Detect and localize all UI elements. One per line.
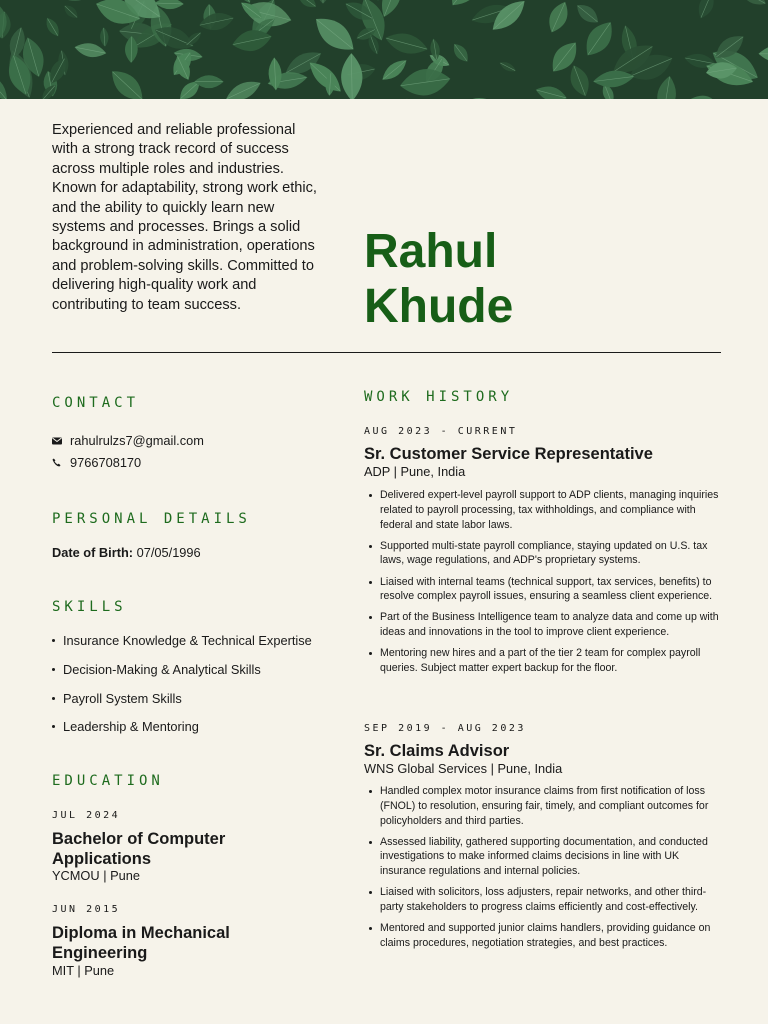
leaves-illustration bbox=[0, 0, 768, 99]
responsibility-item: Liaised with internal teams (technical support, tax services, benefits) to resolve complex payroll issues, ensuring a seamless client experience. bbox=[364, 575, 724, 605]
responsibility-item: Handled complex motor insurance claims from first notification of loss (FNOL) to resolution, ensuring fair, timely, and compliant outcomes for policyholders and third parties. bbox=[364, 784, 724, 828]
contact-email-row bbox=[52, 433, 204, 448]
job-title: Sr. Customer Service Representative bbox=[364, 445, 653, 463]
job-company: ADP | Pune, India bbox=[364, 464, 466, 479]
dob-label: Date of Birth: bbox=[52, 545, 134, 560]
job-date: SEP 2019 - AUG 2023 bbox=[364, 723, 526, 734]
education-heading: EDUCATION bbox=[52, 773, 164, 789]
degree-title: Bachelor of Computer Applications bbox=[52, 830, 226, 868]
leaf-banner-image bbox=[0, 0, 768, 99]
job-title: Sr. Claims Advisor bbox=[364, 742, 510, 760]
work-history-heading: WORK HISTORY bbox=[364, 389, 514, 405]
contact-heading: CONTACT bbox=[52, 395, 140, 411]
job-responsibilities bbox=[364, 488, 724, 682]
contact-phone-row bbox=[52, 455, 141, 470]
candidate-name bbox=[364, 224, 744, 334]
skill-item: Insurance Knowledge & Technical Expertise bbox=[52, 633, 312, 662]
phone-icon bbox=[52, 455, 62, 470]
school-name: MIT | Pune bbox=[52, 963, 115, 978]
responsibility-item: Delivered expert-level payroll support to ADP clients, managing inquiries related to payroll processing, tax withholdings, and compliance with federal and state labor laws. bbox=[364, 488, 724, 532]
job-date: AUG 2023 - CURRENT bbox=[364, 426, 518, 437]
responsibility-item: Part of the Business Intelligence team to analyze data and come up with ideas and innovations in the tool to improve client experience. bbox=[364, 610, 724, 640]
skill-item: Leadership & Mentoring bbox=[52, 719, 312, 748]
last-name: Khude bbox=[364, 280, 514, 333]
education-date: JUN 2015 bbox=[52, 904, 121, 915]
responsibility-item: Mentored and supported junior claims handlers, providing guidance on claims procedures, negotiation strategies, and best practices. bbox=[364, 921, 724, 951]
skill-item: Decision-Making & Analytical Skills bbox=[52, 662, 312, 691]
job-company: WNS Global Services | Pune, India bbox=[364, 761, 563, 776]
job-responsibilities bbox=[364, 784, 724, 957]
dob-value: 07/05/1996 bbox=[136, 545, 201, 560]
first-name: Rahul bbox=[364, 225, 498, 278]
skills-heading: SKILLS bbox=[52, 599, 127, 615]
school-name: YCMOU | Pune bbox=[52, 868, 140, 883]
date-of-birth bbox=[52, 545, 201, 560]
degree-title: Diploma in Mechanical Engineering bbox=[52, 924, 230, 962]
skills-list bbox=[52, 633, 312, 748]
education-date: JUL 2024 bbox=[52, 810, 121, 821]
responsibility-item: Liaised with solicitors, loss adjusters, repair networks, and other third-party stakeholders to progress claims efficiently and cost-effectively. bbox=[364, 885, 724, 915]
professional-summary: Experienced and reliable professional with a strong track record of success across multiple roles and industries. Known for adaptability, strong work ethic, and the ability to quickly learn new systems and processes. Brings a solid background in administration, operations and problem-solving skills. Committed to delivering high-quality work and contributing to team success. bbox=[52, 122, 317, 313]
responsibility-item: Supported multi-state payroll compliance, staying updated on U.S. tax laws, wage regulations, and ADP's proprietary systems. bbox=[364, 539, 724, 569]
responsibility-item: Assessed liability, gathered supporting documentation, and conducted investigations to make informed claims decisions in line with UK insurance regulations and internal policies. bbox=[364, 835, 724, 879]
responsibility-item: Mentoring new hires and a part of the tier 2 team for complex payroll queries. Subject matter expert backup for the floor. bbox=[364, 646, 724, 676]
envelope-icon bbox=[52, 433, 62, 448]
phone-number: 9766708170 bbox=[70, 455, 142, 470]
personal-details-heading: PERSONAL DETAILS bbox=[52, 511, 251, 527]
section-divider bbox=[52, 352, 721, 353]
skill-item: Payroll System Skills bbox=[52, 691, 312, 720]
email-link[interactable]: rahulrulzs7@gmail.com bbox=[70, 433, 204, 448]
